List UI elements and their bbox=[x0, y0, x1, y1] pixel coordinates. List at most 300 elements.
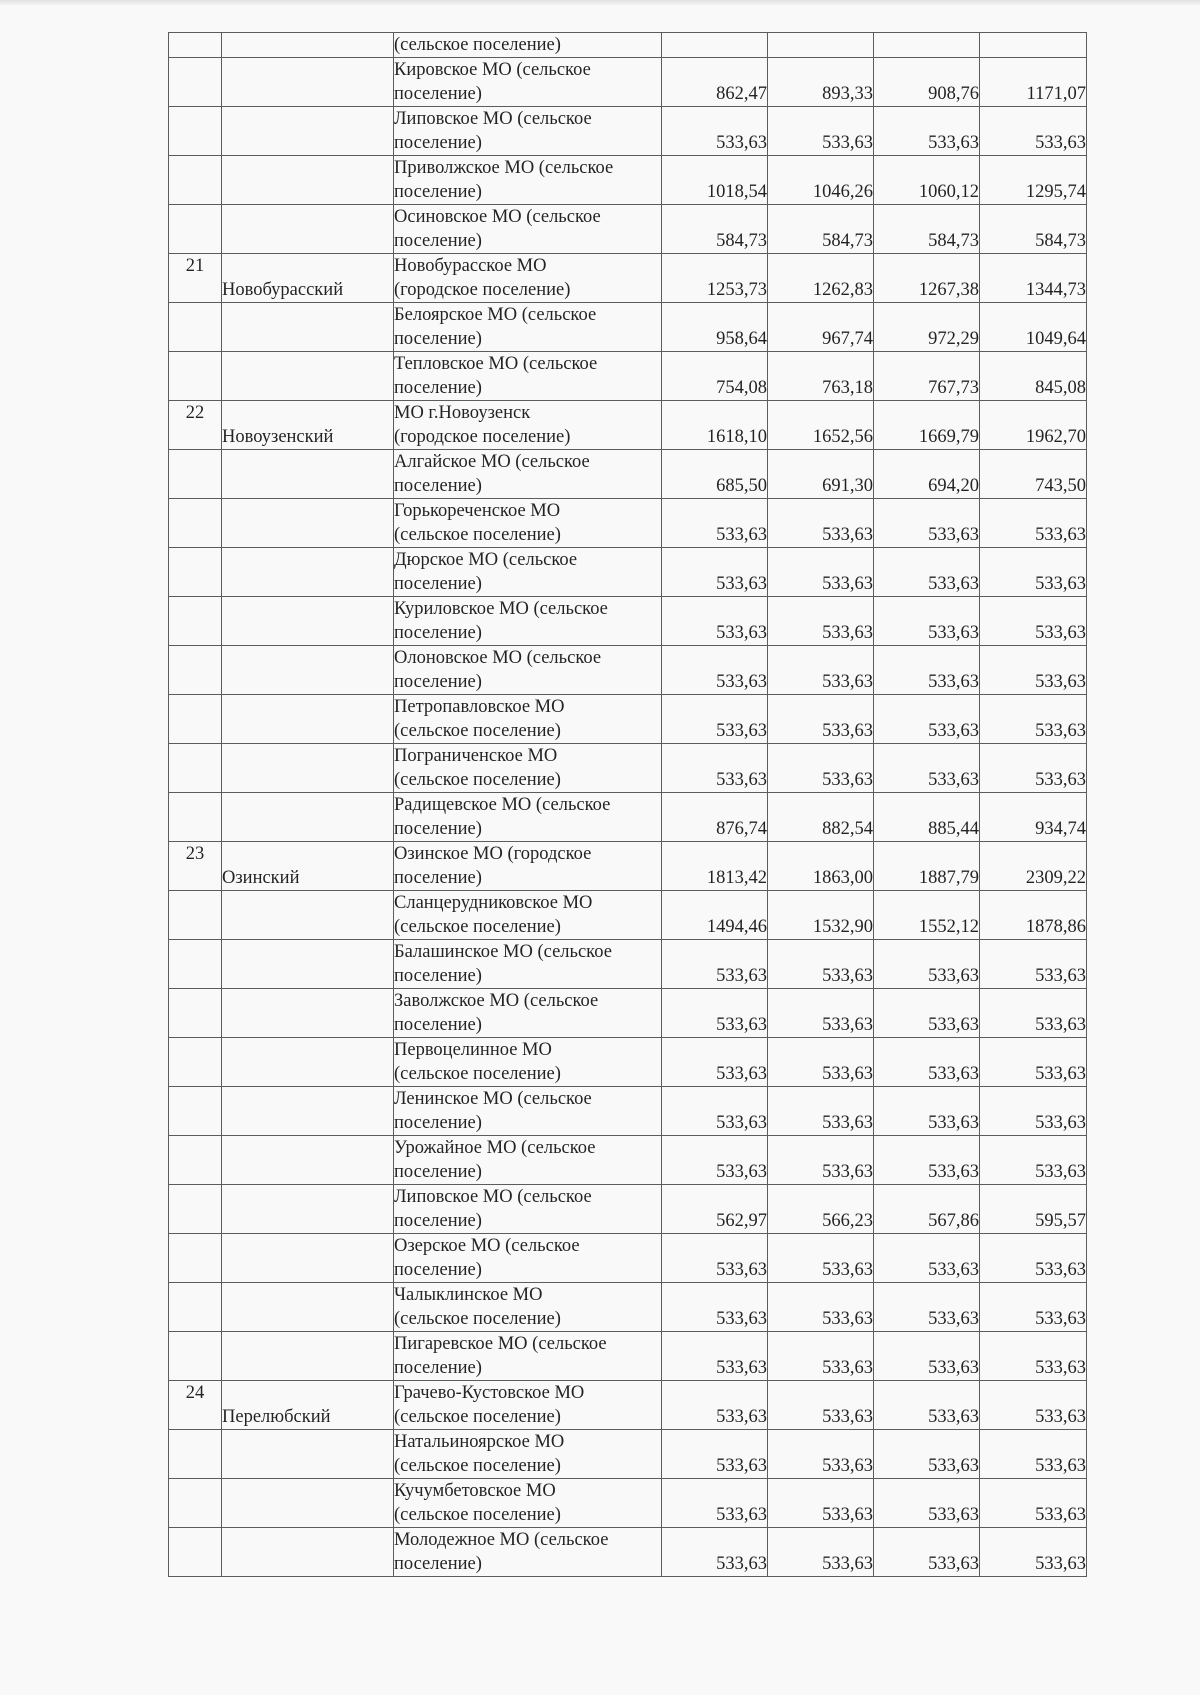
settlement-name-line: Липовское МО (сельское bbox=[394, 109, 592, 129]
settlement-name-line: (сельское поселение) bbox=[394, 525, 561, 545]
settlement-name-line: Белоярское МО (сельское bbox=[394, 305, 597, 325]
district-name bbox=[222, 1136, 394, 1185]
settlement-name bbox=[394, 401, 662, 450]
value-cell-1: 1813,42 bbox=[662, 842, 768, 891]
value-cell-2: 533,63 bbox=[768, 1332, 874, 1381]
row-number bbox=[169, 1479, 222, 1528]
table-row bbox=[169, 548, 1087, 597]
value-cell-4: 533,63 bbox=[980, 107, 1087, 156]
district-name bbox=[222, 499, 394, 548]
table-row bbox=[169, 1332, 1087, 1381]
settlement-name-line: Балашинское МО (сельское bbox=[394, 942, 612, 962]
district-name bbox=[222, 548, 394, 597]
settlement-name-line: Ленинское МО (сельское bbox=[394, 1089, 592, 1109]
settlement-name bbox=[394, 1038, 662, 1087]
settlement-name-line: Чалыклинское МО bbox=[394, 1285, 543, 1305]
table-row bbox=[169, 401, 1087, 450]
value-cell-3: 1267,38 bbox=[874, 254, 980, 303]
value-cell-4: 1171,07 bbox=[980, 58, 1087, 107]
settlement-name bbox=[394, 156, 662, 205]
district-name bbox=[222, 646, 394, 695]
settlement-name-line: МО г.Новоузенск bbox=[394, 403, 531, 423]
table-row bbox=[169, 989, 1087, 1038]
value-cell-1: 533,63 bbox=[662, 646, 768, 695]
settlement-name bbox=[394, 254, 662, 303]
value-cell-4: 533,63 bbox=[980, 1528, 1087, 1577]
value-cell-1: 533,63 bbox=[662, 1528, 768, 1577]
value-cell-4: 533,63 bbox=[980, 1136, 1087, 1185]
settlement-name-line: (сельское поселение) bbox=[394, 1309, 561, 1329]
district-name: Перелюбский bbox=[222, 1381, 394, 1430]
settlement-name-line: поселение) bbox=[394, 966, 482, 986]
value-cell-4 bbox=[980, 33, 1087, 58]
district-name bbox=[222, 1479, 394, 1528]
table-row bbox=[169, 1479, 1087, 1528]
table-row bbox=[169, 1430, 1087, 1479]
table-row bbox=[169, 793, 1087, 842]
table-row bbox=[169, 107, 1087, 156]
row-number bbox=[169, 156, 222, 205]
row-number bbox=[169, 744, 222, 793]
row-number bbox=[169, 352, 222, 401]
row-number bbox=[169, 1038, 222, 1087]
district-name bbox=[222, 58, 394, 107]
settlement-name-line: Озинское МО (городское bbox=[394, 844, 592, 864]
settlement-name-line: (сельское поселение) bbox=[394, 770, 561, 790]
row-number bbox=[169, 1283, 222, 1332]
settlement-name bbox=[394, 646, 662, 695]
settlement-name-line: Молодежное МО (сельское bbox=[394, 1530, 609, 1550]
value-cell-2: 691,30 bbox=[768, 450, 874, 499]
settlement-name-line: Горькореченское МО bbox=[394, 501, 561, 521]
settlement-name-line: поселение) bbox=[394, 623, 482, 643]
value-cell-4: 845,08 bbox=[980, 352, 1087, 401]
settlement-name bbox=[394, 1234, 662, 1283]
value-cell-2: 533,63 bbox=[768, 1283, 874, 1332]
value-cell-4: 533,63 bbox=[980, 1381, 1087, 1430]
settlement-name bbox=[394, 842, 662, 891]
settlement-name-line: поселение) bbox=[394, 819, 482, 839]
row-number bbox=[169, 940, 222, 989]
settlement-name bbox=[394, 1430, 662, 1479]
value-cell-1: 1494,46 bbox=[662, 891, 768, 940]
settlement-name bbox=[394, 1087, 662, 1136]
value-cell-2: 893,33 bbox=[768, 58, 874, 107]
value-cell-3: 533,63 bbox=[874, 940, 980, 989]
value-cell-4: 2309,22 bbox=[980, 842, 1087, 891]
settlement-name-line: Пограниченское МО bbox=[394, 746, 558, 766]
table-row bbox=[169, 205, 1087, 254]
value-cell-3: 533,63 bbox=[874, 1430, 980, 1479]
row-number bbox=[169, 1234, 222, 1283]
settlement-name-line: Липовское МО (сельское bbox=[394, 1187, 592, 1207]
value-cell-2: 533,63 bbox=[768, 1479, 874, 1528]
value-cell-1: 533,63 bbox=[662, 940, 768, 989]
table-row bbox=[169, 1136, 1087, 1185]
settlement-name-line: (сельское поселение) bbox=[394, 1505, 561, 1525]
settlement-name-line: Осиновское МО (сельское bbox=[394, 207, 601, 227]
value-cell-1: 533,63 bbox=[662, 1038, 768, 1087]
value-cell-1: 685,50 bbox=[662, 450, 768, 499]
settlement-name-line: поселение) bbox=[394, 1358, 482, 1378]
value-cell-3: 1552,12 bbox=[874, 891, 980, 940]
value-cell-4: 584,73 bbox=[980, 205, 1087, 254]
settlement-name-line: Грачево-Кустовское МО bbox=[394, 1383, 585, 1403]
value-cell-2: 533,63 bbox=[768, 1087, 874, 1136]
table-row bbox=[169, 1283, 1087, 1332]
value-cell-4: 934,74 bbox=[980, 793, 1087, 842]
value-cell-3 bbox=[874, 33, 980, 58]
settlement-name-line: поселение) bbox=[394, 84, 482, 104]
district-name bbox=[222, 1087, 394, 1136]
value-cell-3: 533,63 bbox=[874, 744, 980, 793]
row-number bbox=[169, 1430, 222, 1479]
district-name bbox=[222, 1185, 394, 1234]
district-name bbox=[222, 940, 394, 989]
district-name bbox=[222, 1430, 394, 1479]
district-name bbox=[222, 989, 394, 1038]
value-cell-4: 533,63 bbox=[980, 1332, 1087, 1381]
value-cell-1: 533,63 bbox=[662, 107, 768, 156]
value-cell-1: 1253,73 bbox=[662, 254, 768, 303]
value-cell-1: 533,63 bbox=[662, 1430, 768, 1479]
value-cell-1: 533,63 bbox=[662, 695, 768, 744]
settlement-name-line: Олоновское МО (сельское bbox=[394, 648, 602, 668]
table-row bbox=[169, 499, 1087, 548]
value-cell-1: 754,08 bbox=[662, 352, 768, 401]
district-name bbox=[222, 1528, 394, 1577]
value-cell-2: 533,63 bbox=[768, 1528, 874, 1577]
value-cell-3: 533,63 bbox=[874, 1038, 980, 1087]
settlement-name-line: поселение) bbox=[394, 1260, 482, 1280]
settlement-name-line: поселение) bbox=[394, 231, 482, 251]
value-cell-1: 533,63 bbox=[662, 597, 768, 646]
settlement-name-line: поселение) bbox=[394, 868, 482, 888]
settlement-name-line: (сельское поселение) bbox=[394, 1064, 561, 1084]
value-cell-2: 1532,90 bbox=[768, 891, 874, 940]
value-cell-3: 533,63 bbox=[874, 1283, 980, 1332]
settlement-name-line: Урожайное МО (сельское bbox=[394, 1138, 596, 1158]
settlement-name-line: поселение) bbox=[394, 574, 482, 594]
district-name bbox=[222, 303, 394, 352]
table-row bbox=[169, 1038, 1087, 1087]
district-name: Новоузенский bbox=[222, 401, 394, 450]
settlement-name-line: Заволжское МО (сельское bbox=[394, 991, 599, 1011]
district-name bbox=[222, 891, 394, 940]
row-number bbox=[169, 793, 222, 842]
value-cell-3: 533,63 bbox=[874, 989, 980, 1038]
settlement-name bbox=[394, 352, 662, 401]
value-cell-2: 566,23 bbox=[768, 1185, 874, 1234]
settlement-name bbox=[394, 1136, 662, 1185]
value-cell-2: 533,63 bbox=[768, 744, 874, 793]
district-name: Озинский bbox=[222, 842, 394, 891]
value-cell-1: 533,63 bbox=[662, 1234, 768, 1283]
value-cell-3: 908,76 bbox=[874, 58, 980, 107]
value-cell-2: 763,18 bbox=[768, 352, 874, 401]
table-row bbox=[169, 646, 1087, 695]
table-row bbox=[169, 33, 1087, 58]
value-cell-1: 958,64 bbox=[662, 303, 768, 352]
value-cell-3: 533,63 bbox=[874, 646, 980, 695]
table-row bbox=[169, 597, 1087, 646]
settlement-name-line: Алгайское МО (сельское bbox=[394, 452, 590, 472]
settlement-name bbox=[394, 303, 662, 352]
settlement-name-line: Первоцелинное МО bbox=[394, 1040, 552, 1060]
row-number bbox=[169, 1528, 222, 1577]
settlement-name bbox=[394, 793, 662, 842]
value-cell-2: 533,63 bbox=[768, 1381, 874, 1430]
table-row bbox=[169, 1381, 1087, 1430]
value-cell-3: 885,44 bbox=[874, 793, 980, 842]
district-name bbox=[222, 744, 394, 793]
value-cell-2: 1652,56 bbox=[768, 401, 874, 450]
settlement-name-line: поселение) bbox=[394, 329, 482, 349]
row-number: 22 bbox=[169, 401, 222, 450]
row-number bbox=[169, 548, 222, 597]
value-cell-3: 533,63 bbox=[874, 1332, 980, 1381]
settlement-name-line: Петропавловское МО bbox=[394, 697, 565, 717]
value-cell-1: 533,63 bbox=[662, 744, 768, 793]
value-cell-4: 1962,70 bbox=[980, 401, 1087, 450]
row-number: 21 bbox=[169, 254, 222, 303]
value-cell-2 bbox=[768, 33, 874, 58]
settlement-name-line: Сланцерудниковское МО bbox=[394, 893, 593, 913]
value-cell-3: 567,86 bbox=[874, 1185, 980, 1234]
value-cell-3: 533,63 bbox=[874, 1528, 980, 1577]
value-cell-3: 533,63 bbox=[874, 695, 980, 744]
value-cell-2: 584,73 bbox=[768, 205, 874, 254]
value-cell-4: 533,63 bbox=[980, 744, 1087, 793]
settlement-name bbox=[394, 989, 662, 1038]
settlement-name bbox=[394, 33, 662, 58]
value-cell-1: 533,63 bbox=[662, 499, 768, 548]
settlement-name bbox=[394, 891, 662, 940]
table-row bbox=[169, 254, 1087, 303]
row-number bbox=[169, 891, 222, 940]
table-row bbox=[169, 352, 1087, 401]
settlement-name bbox=[394, 744, 662, 793]
settlement-name-line: Приволжское МО (сельское bbox=[394, 158, 614, 178]
settlement-name bbox=[394, 1185, 662, 1234]
value-cell-3: 584,73 bbox=[874, 205, 980, 254]
settlement-name-line: (сельское поселение) bbox=[394, 917, 561, 937]
row-number bbox=[169, 303, 222, 352]
settlement-name bbox=[394, 107, 662, 156]
settlement-name-line: Тепловское МО (сельское bbox=[394, 354, 598, 374]
settlement-name-line: поселение) bbox=[394, 1211, 482, 1231]
settlement-name-line: (сельское поселение) bbox=[394, 35, 561, 55]
district-name bbox=[222, 33, 394, 58]
row-number bbox=[169, 1136, 222, 1185]
value-cell-4: 533,63 bbox=[980, 548, 1087, 597]
value-cell-1 bbox=[662, 33, 768, 58]
settlement-name-line: поселение) bbox=[394, 1113, 482, 1133]
value-cell-1: 533,63 bbox=[662, 989, 768, 1038]
settlement-name-line: поселение) bbox=[394, 672, 482, 692]
settlement-name-line: Кировское МО (сельское bbox=[394, 60, 591, 80]
table-body bbox=[169, 33, 1087, 1577]
district-name bbox=[222, 156, 394, 205]
district-name bbox=[222, 1234, 394, 1283]
settlement-name-line: (городское поселение) bbox=[394, 280, 571, 300]
settlement-name-line: Куриловское МО (сельское bbox=[394, 599, 608, 619]
table-row bbox=[169, 156, 1087, 205]
settlement-name bbox=[394, 1332, 662, 1381]
settlements-table bbox=[168, 32, 1087, 1577]
row-number: 24 bbox=[169, 1381, 222, 1430]
district-name bbox=[222, 597, 394, 646]
district-name bbox=[222, 695, 394, 744]
value-cell-1: 1018,54 bbox=[662, 156, 768, 205]
row-number bbox=[169, 205, 222, 254]
value-cell-1: 876,74 bbox=[662, 793, 768, 842]
settlement-name-line: поселение) bbox=[394, 182, 482, 202]
value-cell-3: 1669,79 bbox=[874, 401, 980, 450]
district-name: Новобурасский bbox=[222, 254, 394, 303]
district-name bbox=[222, 450, 394, 499]
settlement-name bbox=[394, 1381, 662, 1430]
value-cell-2: 1863,00 bbox=[768, 842, 874, 891]
district-name bbox=[222, 1332, 394, 1381]
value-cell-1: 533,63 bbox=[662, 1136, 768, 1185]
value-cell-2: 533,63 bbox=[768, 989, 874, 1038]
value-cell-3: 1887,79 bbox=[874, 842, 980, 891]
settlement-name bbox=[394, 695, 662, 744]
value-cell-1: 533,63 bbox=[662, 1087, 768, 1136]
value-cell-3: 533,63 bbox=[874, 1381, 980, 1430]
settlement-name-line: (сельское поселение) bbox=[394, 1456, 561, 1476]
row-number bbox=[169, 597, 222, 646]
value-cell-2: 533,63 bbox=[768, 548, 874, 597]
value-cell-1: 862,47 bbox=[662, 58, 768, 107]
value-cell-2: 533,63 bbox=[768, 1038, 874, 1087]
value-cell-3: 533,63 bbox=[874, 548, 980, 597]
settlement-name-line: (городское поселение) bbox=[394, 427, 571, 447]
value-cell-1: 533,63 bbox=[662, 1283, 768, 1332]
settlement-name-line: Пигаревское МО (сельское bbox=[394, 1334, 607, 1354]
settlement-name bbox=[394, 1283, 662, 1332]
settlement-name-line: Кучумбетовское МО bbox=[394, 1481, 556, 1501]
value-cell-4: 533,63 bbox=[980, 1430, 1087, 1479]
row-number bbox=[169, 1185, 222, 1234]
district-name bbox=[222, 1283, 394, 1332]
settlement-name bbox=[394, 597, 662, 646]
value-cell-2: 1046,26 bbox=[768, 156, 874, 205]
value-cell-2: 533,63 bbox=[768, 940, 874, 989]
settlement-name bbox=[394, 205, 662, 254]
value-cell-3: 1060,12 bbox=[874, 156, 980, 205]
value-cell-1: 533,63 bbox=[662, 1381, 768, 1430]
value-cell-3: 694,20 bbox=[874, 450, 980, 499]
row-number bbox=[169, 58, 222, 107]
table-row bbox=[169, 940, 1087, 989]
district-name bbox=[222, 205, 394, 254]
settlement-name-line: Натальиноярское МО bbox=[394, 1432, 565, 1452]
value-cell-3: 533,63 bbox=[874, 597, 980, 646]
value-cell-4: 1295,74 bbox=[980, 156, 1087, 205]
value-cell-4: 1049,64 bbox=[980, 303, 1087, 352]
value-cell-2: 533,63 bbox=[768, 646, 874, 695]
value-cell-4: 595,57 bbox=[980, 1185, 1087, 1234]
table-row bbox=[169, 744, 1087, 793]
value-cell-2: 533,63 bbox=[768, 695, 874, 744]
value-cell-4: 533,63 bbox=[980, 1234, 1087, 1283]
settlement-name bbox=[394, 940, 662, 989]
value-cell-4: 533,63 bbox=[980, 597, 1087, 646]
table-row bbox=[169, 1185, 1087, 1234]
settlement-name bbox=[394, 548, 662, 597]
value-cell-2: 967,74 bbox=[768, 303, 874, 352]
value-cell-4: 533,63 bbox=[980, 1087, 1087, 1136]
value-cell-1: 1618,10 bbox=[662, 401, 768, 450]
value-cell-3: 533,63 bbox=[874, 1087, 980, 1136]
row-number bbox=[169, 33, 222, 58]
table-row bbox=[169, 695, 1087, 744]
value-cell-4: 533,63 bbox=[980, 989, 1087, 1038]
settlement-name-line: поселение) bbox=[394, 378, 482, 398]
settlement-name-line: (сельское поселение) bbox=[394, 721, 561, 741]
value-cell-4: 1344,73 bbox=[980, 254, 1087, 303]
value-cell-2: 533,63 bbox=[768, 499, 874, 548]
value-cell-1: 584,73 bbox=[662, 205, 768, 254]
table-row bbox=[169, 1087, 1087, 1136]
value-cell-4: 533,63 bbox=[980, 499, 1087, 548]
row-number bbox=[169, 499, 222, 548]
value-cell-3: 533,63 bbox=[874, 1479, 980, 1528]
value-cell-4: 533,63 bbox=[980, 940, 1087, 989]
district-name bbox=[222, 352, 394, 401]
settlement-name-line: Радищевское МО (сельское bbox=[394, 795, 611, 815]
value-cell-3: 767,73 bbox=[874, 352, 980, 401]
row-number bbox=[169, 1087, 222, 1136]
table-row bbox=[169, 58, 1087, 107]
row-number bbox=[169, 450, 222, 499]
table-row bbox=[169, 1234, 1087, 1283]
row-number bbox=[169, 646, 222, 695]
value-cell-2: 533,63 bbox=[768, 1234, 874, 1283]
value-cell-3: 972,29 bbox=[874, 303, 980, 352]
value-cell-1: 562,97 bbox=[662, 1185, 768, 1234]
value-cell-3: 533,63 bbox=[874, 1136, 980, 1185]
row-number bbox=[169, 695, 222, 744]
value-cell-2: 533,63 bbox=[768, 1430, 874, 1479]
row-number bbox=[169, 107, 222, 156]
table-row bbox=[169, 891, 1087, 940]
value-cell-1: 533,63 bbox=[662, 1479, 768, 1528]
value-cell-2: 1262,83 bbox=[768, 254, 874, 303]
value-cell-2: 533,63 bbox=[768, 1136, 874, 1185]
value-cell-2: 533,63 bbox=[768, 107, 874, 156]
settlement-name-line: поселение) bbox=[394, 1162, 482, 1182]
settlement-name-line: Новобурасское МО bbox=[394, 256, 547, 276]
district-name bbox=[222, 107, 394, 156]
value-cell-4: 533,63 bbox=[980, 695, 1087, 744]
value-cell-4: 1878,86 bbox=[980, 891, 1087, 940]
table-row bbox=[169, 303, 1087, 352]
value-cell-3: 533,63 bbox=[874, 499, 980, 548]
table-row bbox=[169, 450, 1087, 499]
settlement-name-line: поселение) bbox=[394, 1015, 482, 1035]
settlement-name bbox=[394, 499, 662, 548]
settlement-name-line: Озерское МО (сельское bbox=[394, 1236, 580, 1256]
settlement-name bbox=[394, 58, 662, 107]
value-cell-4: 533,63 bbox=[980, 1038, 1087, 1087]
settlement-name bbox=[394, 1528, 662, 1577]
value-cell-4: 533,63 bbox=[980, 646, 1087, 695]
value-cell-4: 533,63 bbox=[980, 1283, 1087, 1332]
settlement-name bbox=[394, 450, 662, 499]
